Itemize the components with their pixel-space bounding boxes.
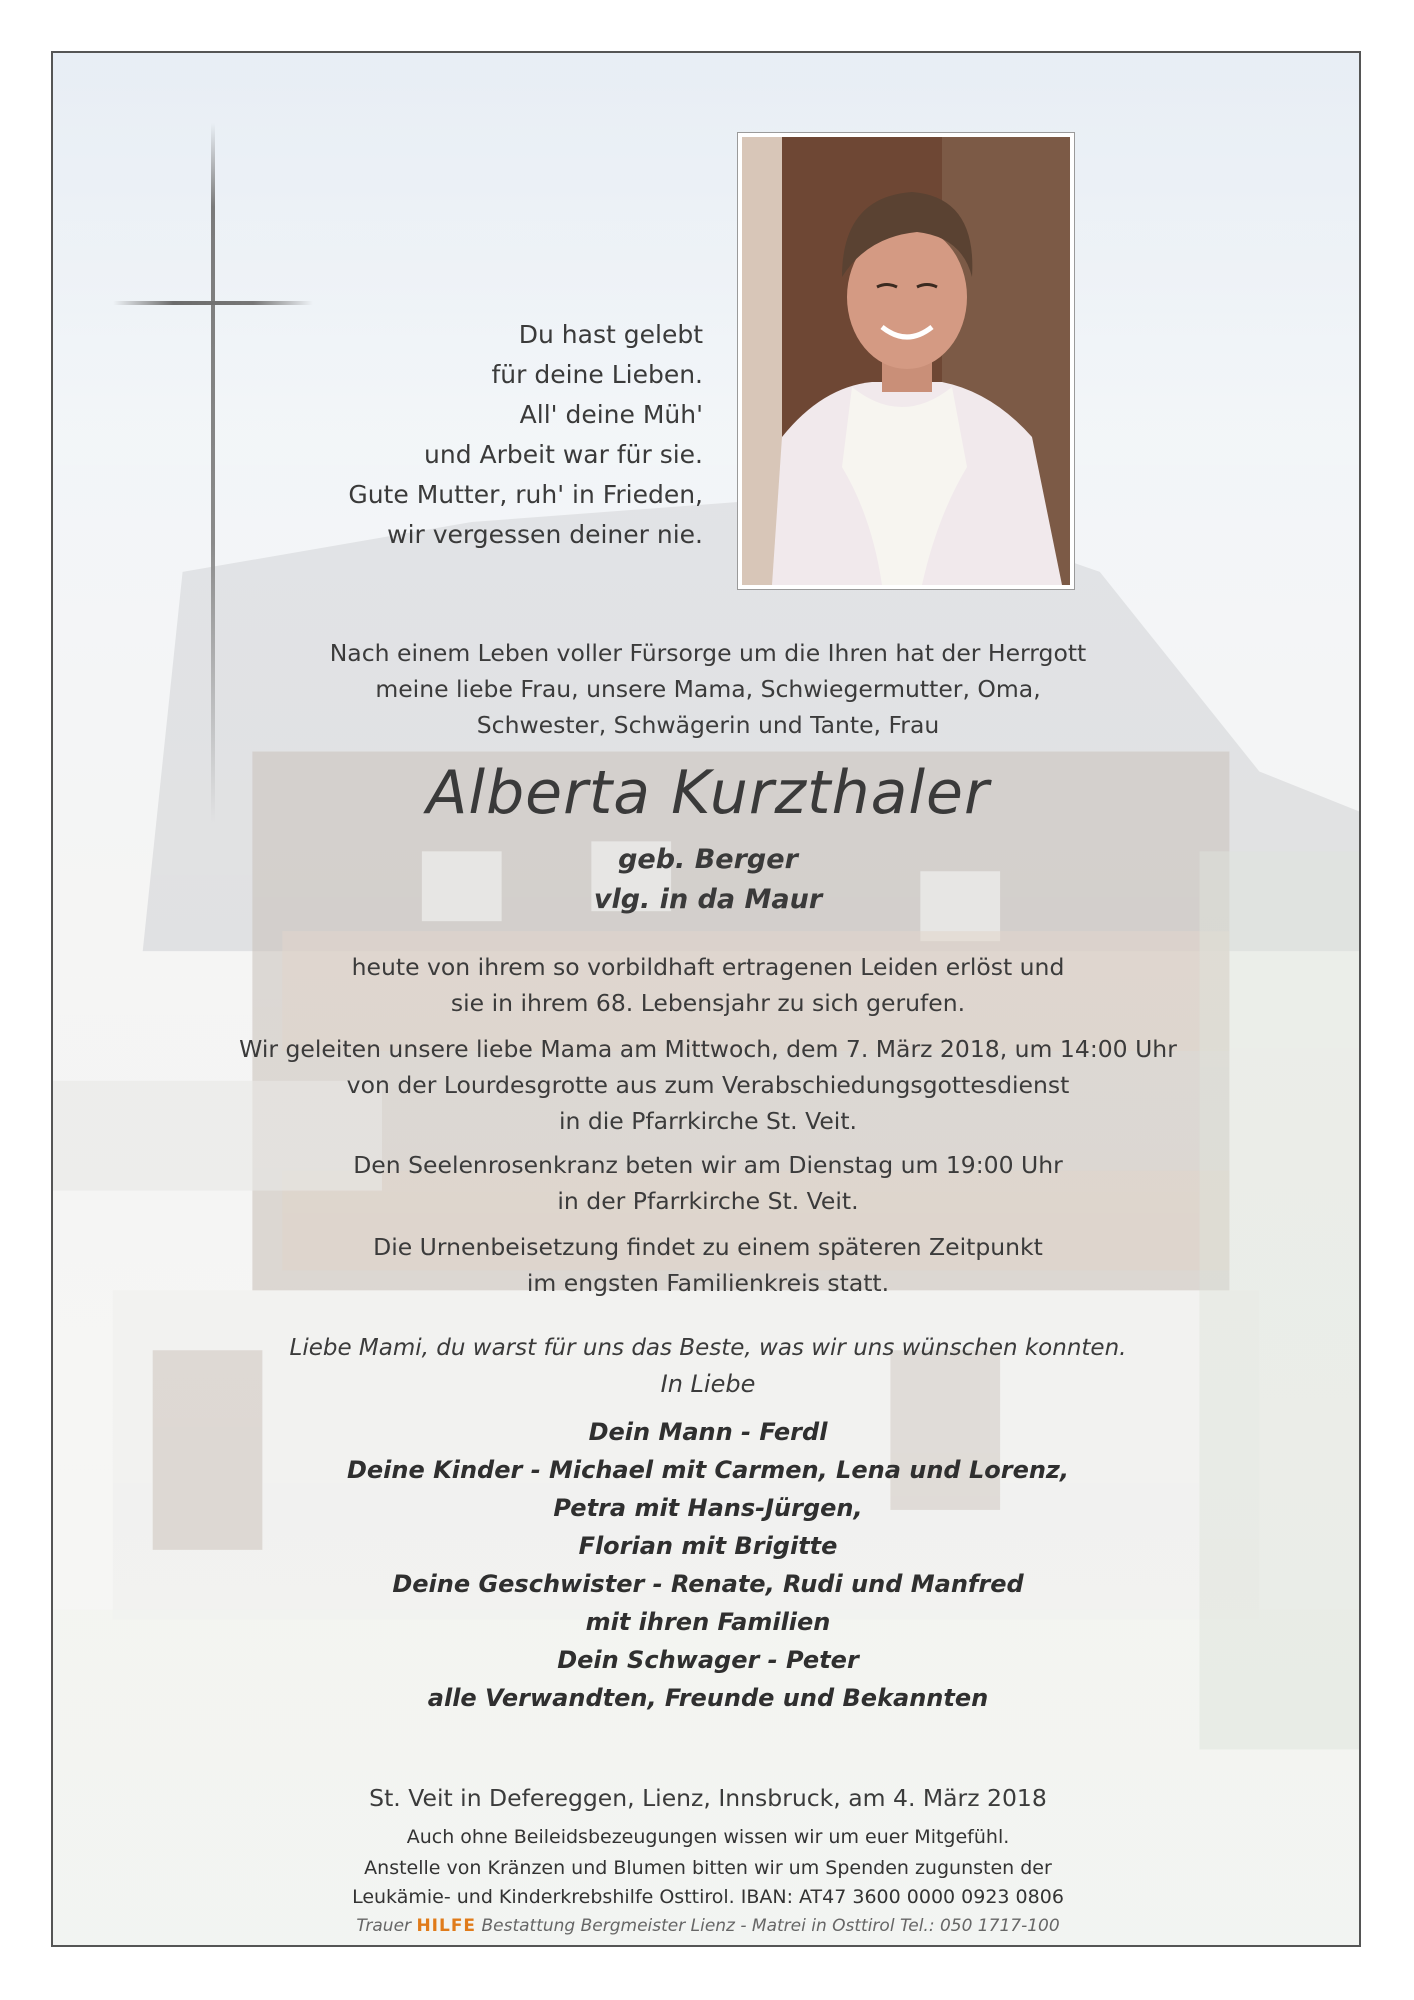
family-line: Dein Mann - Ferdl: [588, 1418, 828, 1446]
memorial-poem: [313, 315, 703, 555]
family-line: mit ihren Familien: [585, 1608, 831, 1636]
urn-line: Die Urnenbeisetzung findet zu einem späteren Zeitpunkt: [373, 1233, 1043, 1261]
funeral-line: Wir geleiten unsere liebe Mama am Mittwoch, dem 7. März 2018, um 14:00 Uhr: [239, 1035, 1177, 1063]
family-line: Florian mit Brigitte: [578, 1532, 838, 1560]
funeral-home-footer: [53, 1916, 1361, 1936]
cross-horizontal-bar: [113, 301, 313, 305]
portrait-photo: [737, 132, 1075, 590]
release-line: sie in ihrem 68. Lebensjahr zu sich gerufen.: [450, 989, 966, 1017]
release-text: [53, 949, 1361, 1021]
funeral-line: von der Lourdesgrotte aus zum Verabschiedungsgottesdienst: [346, 1071, 1070, 1099]
born-line: geb. Berger: [618, 844, 798, 875]
intro-line: meine liebe Frau, unsere Mama, Schwiegermutter, Oma,: [375, 675, 1041, 703]
in-love: In Liebe: [660, 1370, 756, 1398]
family-line: alle Verwandten, Freunde und Bekannten: [427, 1684, 989, 1712]
rosary-text: [53, 1147, 1361, 1219]
note-line: Leukämie- und Kinderkrebshilfe Osttirol. IBAN: AT47 3600 0000 0923 0806: [352, 1886, 1064, 1908]
rosary-line: in der Pfarrkirche St. Veit.: [557, 1187, 859, 1215]
poem-line: wir vergessen deiner nie.: [387, 520, 703, 549]
portrait-illustration: [742, 137, 1070, 585]
intro-line: Nach einem Leben voller Fürsorge um die Ihren hat der Herrgott: [329, 639, 1087, 667]
family-line: Dein Schwager - Peter: [557, 1646, 859, 1674]
funeral-text: [53, 1031, 1361, 1139]
family-line: Deine Kinder - Michael mit Carmen, Lena und Lorenz,: [346, 1456, 1070, 1484]
release-line: heute von ihrem so vorbildhaft ertragenen Leiden erlöst und: [351, 953, 1065, 981]
footer-brand: HILFE: [416, 1916, 477, 1936]
poem-line: und Arbeit war für sie.: [424, 440, 703, 469]
poem-line: All' deine Müh': [519, 400, 703, 429]
place-date: St. Veit in Defereggen, Lienz, Innsbruck, am 4. März 2018: [369, 1784, 1047, 1812]
farewell-quote: Liebe Mami, du warst für uns das Beste, was wir uns wünschen konnten.: [289, 1335, 1127, 1361]
poem-line: Du hast gelebt: [518, 320, 703, 349]
family-list: [53, 1413, 1361, 1717]
obituary-card: [51, 51, 1361, 1947]
note-line: Auch ohne Beileidsbezeugungen wissen wir um euer Mitgefühl.: [406, 1826, 1010, 1848]
funeral-line: in die Pfarrkirche St. Veit.: [558, 1107, 858, 1135]
condolence-notes: [53, 1823, 1361, 1912]
maiden-name: [53, 840, 1361, 920]
urn-text: [53, 1229, 1361, 1301]
poem-line: für deine Lieben.: [491, 360, 703, 389]
family-line: Petra mit Hans-Jürgen,: [553, 1494, 863, 1522]
born-line: vlg. in da Maur: [593, 884, 823, 915]
footer-text: Bestattung Bergmeister Lienz - Matrei in Osttirol Tel.: 050 1717-100: [481, 1916, 1060, 1936]
deceased-name: Alberta Kurzthaler: [426, 758, 990, 828]
family-line: Deine Geschwister - Renate, Rudi und Manfred: [392, 1570, 1024, 1598]
urn-line: im engsten Familienkreis statt.: [526, 1269, 890, 1297]
intro-line: Schwester, Schwägerin und Tante, Frau: [476, 711, 940, 739]
poem-line: Gute Mutter, ruh' in Frieden,: [348, 480, 703, 509]
rosary-line: Den Seelenrosenkranz beten wir am Dienstag um 19:00 Uhr: [353, 1151, 1063, 1179]
footer-prefix: Trauer: [356, 1916, 412, 1936]
note-line: Anstelle von Kränzen und Blumen bitten wir um Spenden zugunsten der: [364, 1857, 1052, 1879]
intro-text: [53, 635, 1361, 743]
